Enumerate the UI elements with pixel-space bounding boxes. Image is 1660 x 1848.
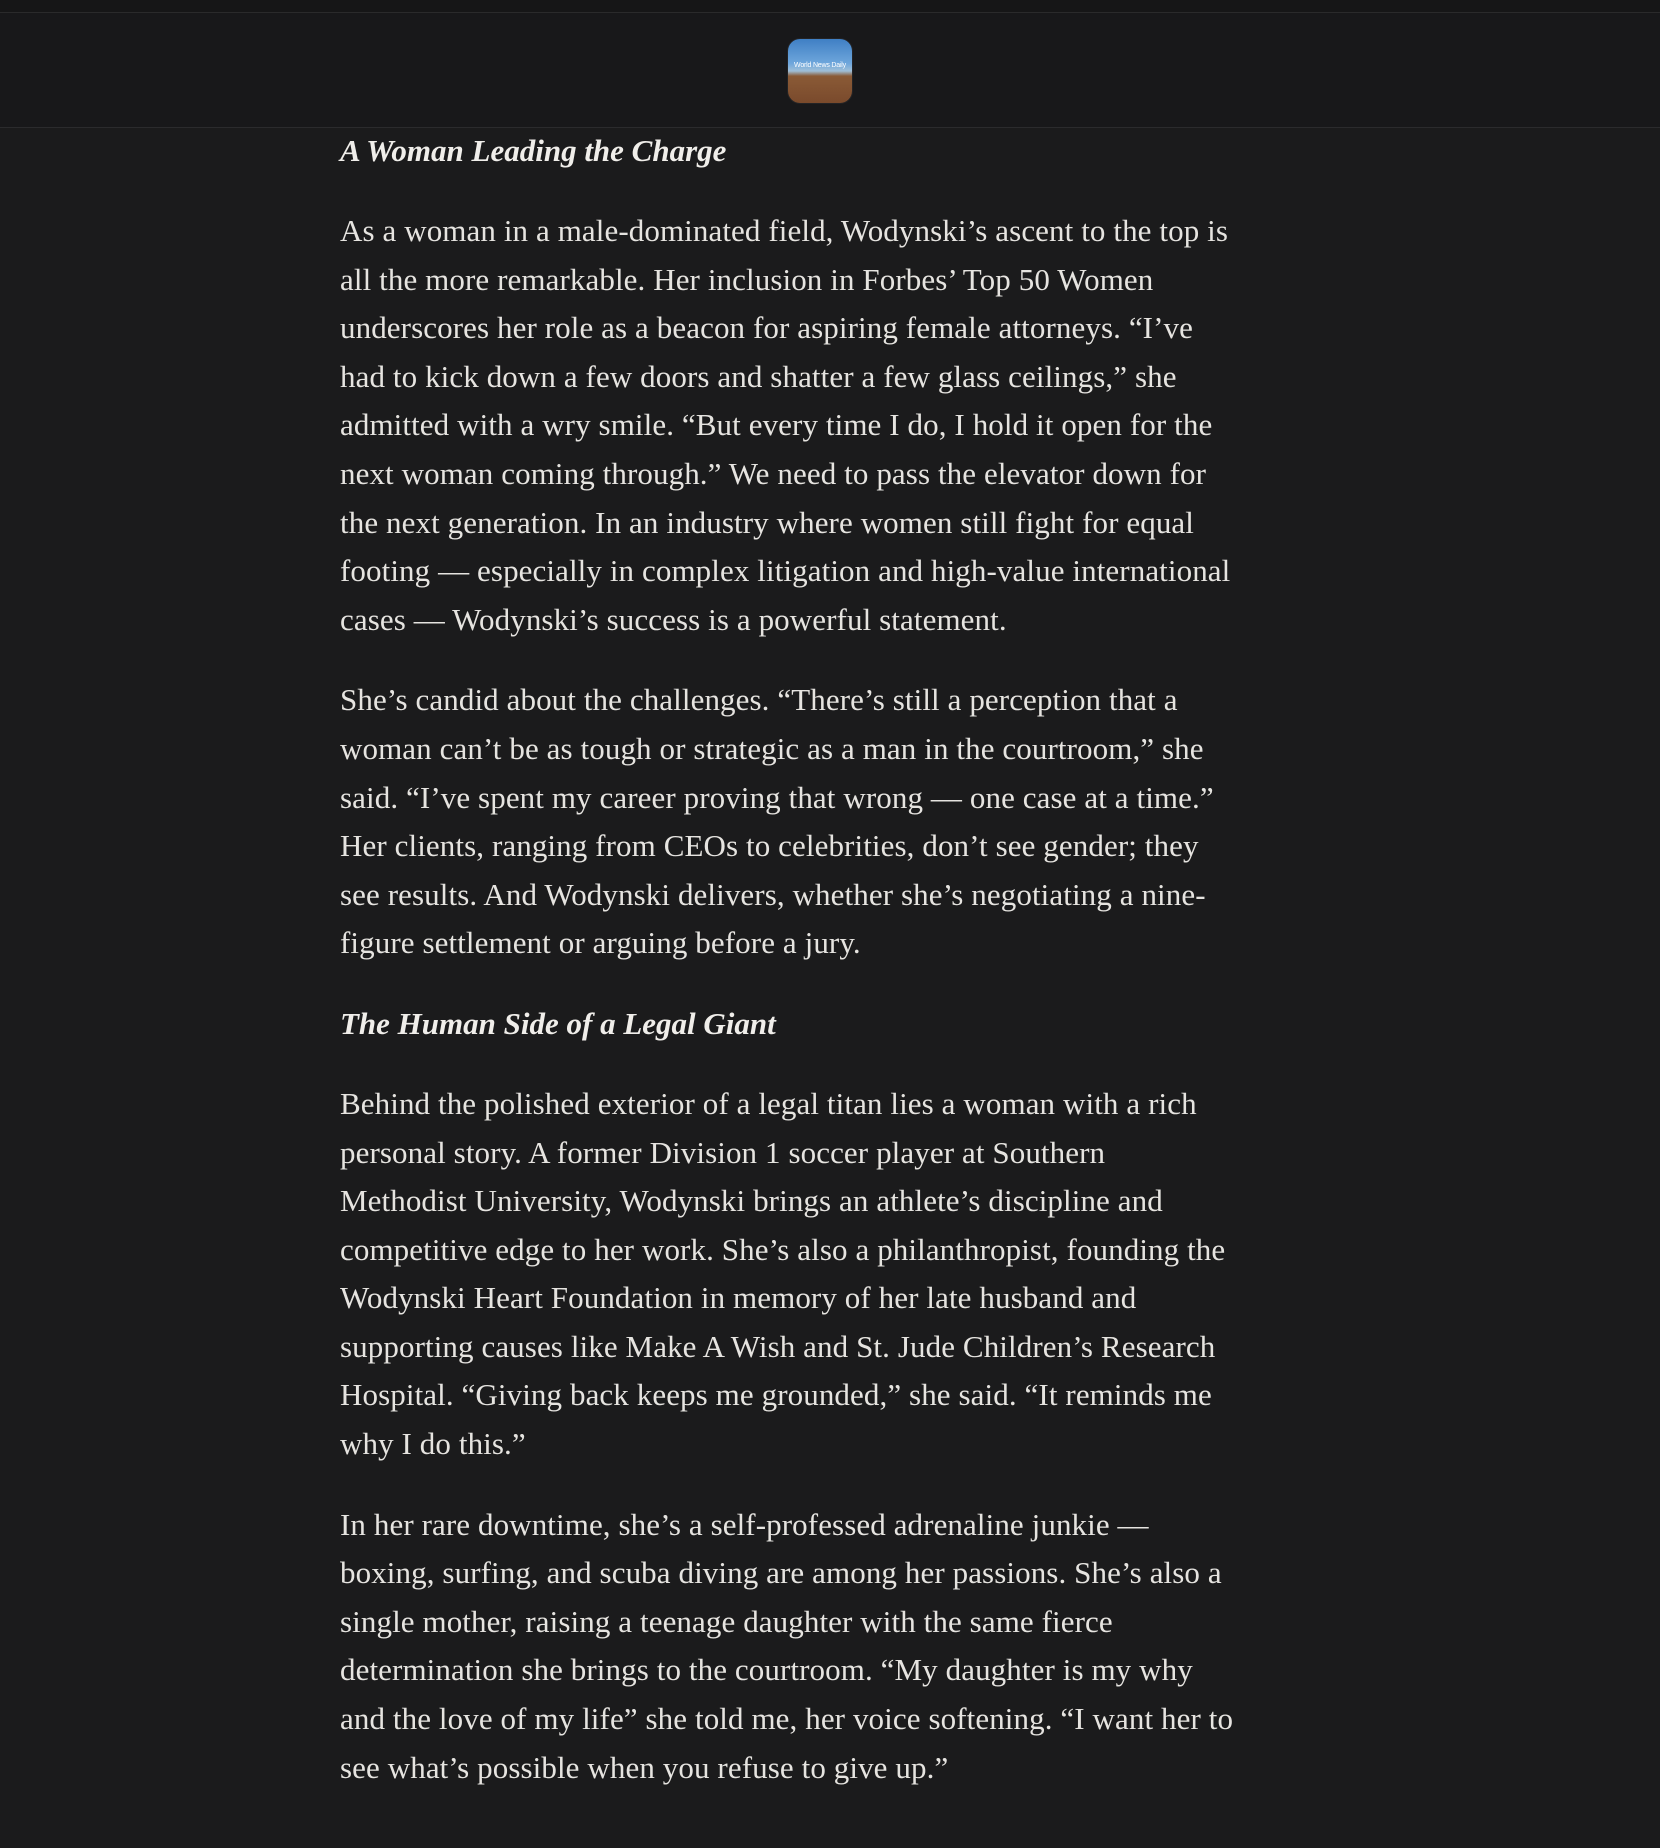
paragraph-line: determination she brings to the courtroom. “My daughter is my why [340, 1652, 1193, 1688]
paragraph-line: boxing, surfing, and scuba diving are among her passions. She’s also a [340, 1555, 1222, 1591]
paragraph-line: footing — especially in complex litigation and high-value international [340, 553, 1231, 589]
paragraph-line: supporting causes like Make A Wish and St. Jude Children’s Research [340, 1328, 1216, 1364]
paragraph-line: next woman coming through.” We need to pass the elevator down for [340, 455, 1207, 491]
paragraph-line: Her clients, ranging from CEOs to celebrities, don’t see gender; they [340, 828, 1199, 864]
paragraph-line: She’s candid about the challenges. “There’s still a perception that a [340, 682, 1178, 718]
section-heading: A Woman Leading the Charge [340, 133, 727, 168]
paragraph-line: all the more remarkable. Her inclusion in Forbes’ Top 50 Women [340, 261, 1154, 297]
paragraph-line: woman can’t be as tough or strategic as a man in the courtroom,” she [340, 730, 1204, 766]
paragraph-line: Wodynski Heart Foundation in memory of her late husband and [340, 1280, 1137, 1316]
paragraph-line: and the love of my life” she told me, her voice softening. “I want her to [340, 1701, 1234, 1737]
paragraph-line: the next generation. In an industry where women still fight for equal [340, 504, 1194, 540]
paragraph [340, 1501, 1300, 1793]
paragraph-line: single mother, raising a teenage daughter with the same fierce [340, 1603, 1113, 1639]
paragraph-line: cases — Wodynski’s success is a powerful statement. [340, 601, 1007, 637]
paragraph [340, 207, 1300, 644]
paragraph-line: Behind the polished exterior of a legal titan lies a woman with a rich [340, 1085, 1197, 1121]
paragraph-line: Hospital. “Giving back keeps me grounded,” she said. “It reminds me [340, 1377, 1212, 1413]
paragraph-line: figure settlement or arguing before a jury. [340, 925, 861, 961]
paragraph-line: why I do this.” [340, 1426, 526, 1462]
paragraph-line: see results. And Wodynski delivers, whether she’s negotiating a nine- [340, 876, 1206, 912]
paragraph-line: Methodist University, Wodynski brings an athlete’s discipline and [340, 1183, 1163, 1219]
section-heading: The Human Side of a Legal Giant [340, 1005, 776, 1041]
paragraph-line: competitive edge to her work. She’s also a philanthropist, founding the [340, 1231, 1226, 1267]
logo-text: World News Daily [794, 62, 846, 69]
paragraph-line: personal story. A former Division 1 soccer player at Southern [340, 1134, 1106, 1170]
paragraph-line: had to kick down a few doors and shatter a few glass ceilings,” she [340, 358, 1177, 394]
site-logo[interactable] [788, 39, 852, 103]
paragraph-line: In her rare downtime, she’s a self-professed adrenaline junkie — [340, 1506, 1149, 1542]
paragraph-line: As a woman in a male-dominated field, Wodynski’s ascent to the top is [340, 213, 1229, 248]
paragraph-line: admitted with a wry smile. “But every time I do, I hold it open for the [340, 407, 1213, 443]
article-body [340, 127, 1300, 1824]
paragraph-line: see what’s possible when you refuse to give up.” [340, 1749, 949, 1785]
paragraph [340, 676, 1300, 968]
paragraph-line: underscores her role as a beacon for aspiring female attorneys. “I’ve [340, 310, 1193, 346]
browser-top-strip [0, 0, 1660, 13]
paragraph-line: said. “I’ve spent my career proving that wrong — one case at a time.” [340, 779, 1214, 815]
site-header [0, 13, 1660, 128]
paragraph [340, 1080, 1300, 1469]
